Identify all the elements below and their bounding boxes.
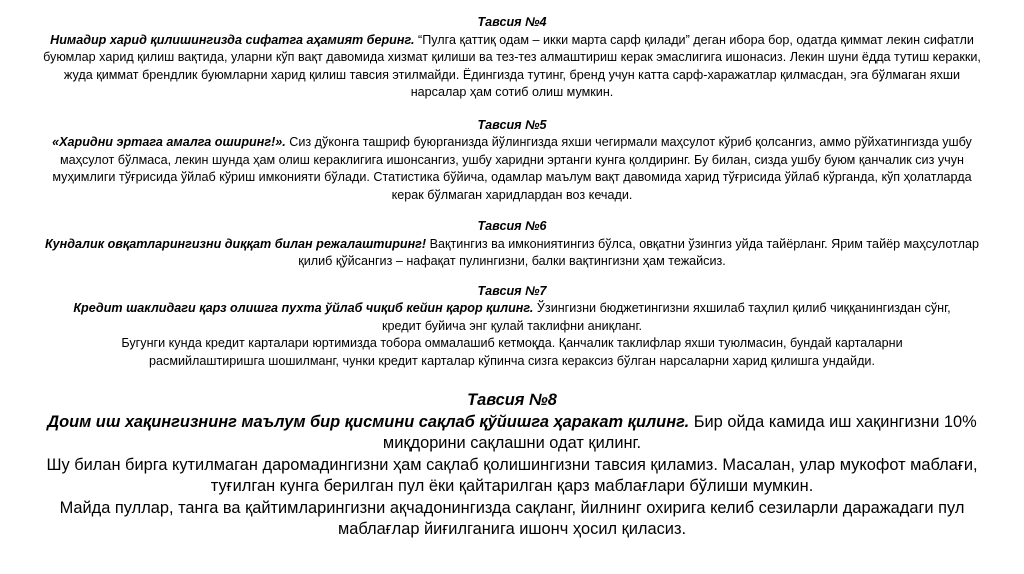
tip-5-lead: «Харидни эртага амалга оширинг!». <box>52 135 286 149</box>
tip-8-body-2: Шу билан бирга кутилмаган даромадингизни ҳам сақлаб қолишингизни тавсия қиламиз. Масалан, улар мукофот маблағи, туғилган кунга берилган пул ёки қайтарилган қарз маблағлари бўлиши мумкин. <box>46 455 978 495</box>
tip-4-body: “Пулга қаттиқ одам – икки марта сарф қилади” деган ибора бор, одатда қиммат лекин сифатли буюмлар харид қилиш вақтида, уларни кўп вақт давомида хизмат қилиши ва тез-тез алмаштириш керак эмаслигига ишонасиз. Лекин шуни ёдда тутиш керакки, жуда қиммат брендлик буюмларни харид қилиш тавсия этилмайди. Ёдингизда тутинг, бренд учун катта сарф-харажатлар қилмасдан, эга бўлмаган яхши нарсалар ҳам сотиб олиш мумкин. <box>43 32 981 99</box>
tip-8-lead: Доим иш хақингизнинг маълум бир қисмини сақлаб қўйишга ҳаракат қилинг. <box>47 412 690 431</box>
tip-7-body-2: Бугунги кунда кредит карталари юртимизда тобора оммалашиб кетмоқда. Қанчалик таклифлар яхши туюлмасин, бундай карталарни расмийлаштиришга шошилманг, чунки кредит карталар кўпинча сизга кераксиз бўлган нарсаларни харид қилишга ундайди. <box>121 336 903 368</box>
tip-8-heading: Тавсия №8 <box>467 391 557 409</box>
tip-5-body: Сиз дўконга ташриф буюрганизда йўлингизда яхши чегирмали маҳсулот кўриб қолсангиз, аммо рўйхатингизда ушбу маҳсулот бўлмаса, лекин шунда ҳам олиш кераклигига ишонсангиз, ушбу харидни эртанги кунга қолдиринг. Бу билан, сизда ушбу буюм қанчалик сиз учун муҳимлиги тўғрисида ўйлаб кўриш имконияти бўлади. Статистика бўйича, одамлар маълум вақт давомида харид тўғрисида ўйлаб кўрганда, кўп ҳолатларда керак бўлмаган харидлардан воз кечади. <box>52 135 972 202</box>
tip-6 <box>39 218 985 271</box>
tip-4-heading: Тавсия №4 <box>477 15 547 29</box>
tip-6-body: Вақтингиз ва имкониятингиз бўлса, овқатни ўзингиз уйда тайёрланг. Ярим тайёр маҳсулотлар қилиб қўйсангиз – нафақат пулингизни, балки вақтингизни ҳам тежайсиз. <box>298 236 979 268</box>
tip-8-body-3: Майда пуллар, танга ва қайтимларингизни ақчадонингизда сақланг, йилнинг охирига келиб сезиларли даражадаги пул маблағлар йиғилганига ишонч ҳосил қиласиз. <box>59 498 965 538</box>
tip-5 <box>39 117 985 205</box>
tip-7-heading: Тавсия №7 <box>477 283 547 298</box>
tip-5-heading: Тавсия №5 <box>477 117 547 132</box>
tip-7-lead: Кредит шаклидаги қарз олишга пухта ўйлаб чиқиб кейин қарор қилинг. <box>73 301 534 315</box>
tip-7-body: Ўзингизни бюджетингизни яхшилаб таҳлил қилиб чиққанингиздан сўнг, кредит буйича энг қулай таклифни аниқланг. <box>381 301 951 333</box>
tip-8 <box>30 390 994 541</box>
tip-7 <box>62 283 962 371</box>
tip-4-lead: Нимадир харид қилишингизда сифатга аҳамият беринг. <box>50 32 415 47</box>
tip-6-lead: Кундалик овқатларингизни диққат билан режалаштиринг! <box>45 236 427 251</box>
tip-6-heading: Тавсия №6 <box>477 219 547 233</box>
tip-4 <box>39 14 985 102</box>
tip-8-body: Бир ойда камида иш хақингизни 10% миқдорини сақлашни одат қилинг. <box>382 412 977 452</box>
